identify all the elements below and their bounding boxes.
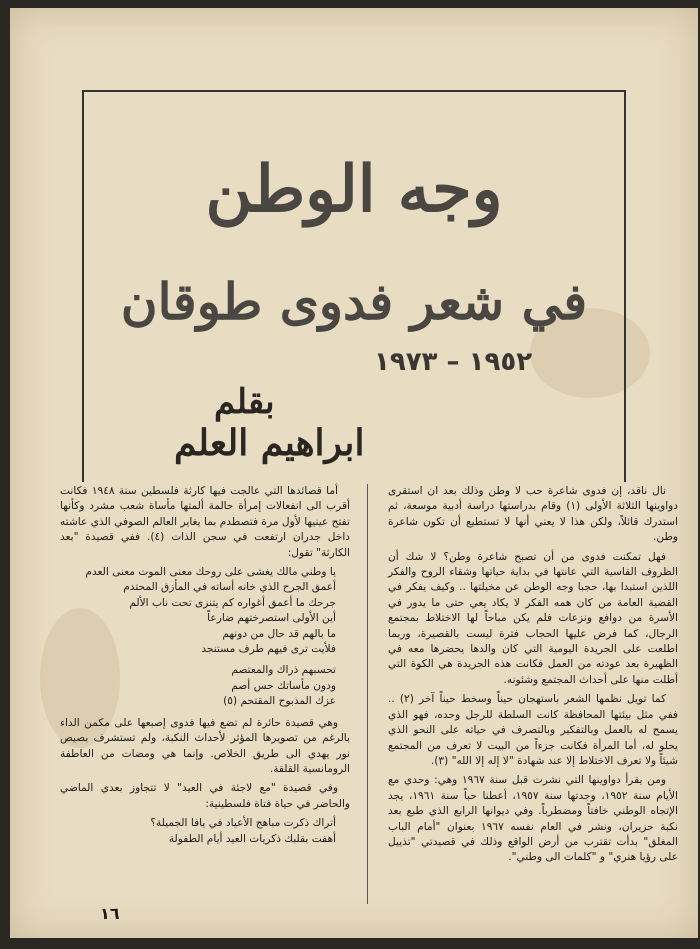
poem-line: جرحك ما أعمق أغواره كم يتنزى تحت ناب الألم <box>129 596 336 609</box>
poem-line: تحسبهم ذراك والمعتصم <box>231 664 336 677</box>
poem-line: أعمق الجرح الذي خانه أساته في المأزق المحتدم <box>123 581 336 594</box>
poem-line: عزك المذبوح المقتحم (٥) <box>223 695 336 708</box>
poem-line: أهفت بقلبك ذكريات العيد أيام الطفولة <box>168 832 336 845</box>
poem-line: يا وطني مالك يغشى على روحك معنى الموت معنى العدم <box>85 566 336 579</box>
paragraph: نال ناقد، إن فدوى شاعرة حب لا وطن وذلك بعد ان استقرى دواوينها الثلاثة الأولى (١) وقام بدراستها دراسة أدبية موسعة، ثم استدرك قائلاً، ولكن هذا لا يعني أنها لا تستطيع أن تكون شاعرة وطن. <box>388 485 678 544</box>
poem-stanza <box>60 816 350 847</box>
article-subtitle: في شعر فدوى طوقان <box>120 272 588 331</box>
poem-stanza <box>60 663 350 709</box>
poem-stanza <box>60 565 350 657</box>
title-frame <box>82 90 626 482</box>
magazine-page <box>10 8 698 938</box>
paragraph: وهي قصيدة حائرة لم تضع فيها فدوى إصبعها على مكمن الداء بالرغم من تصويرها المؤثر لأحداث النكبة، ولم تستشرف بصيص نور يهدي الى طريق الخلاص. وإنما هي ومضات من العاطفة الرومانسية القلقة. <box>60 716 350 775</box>
paragraph: فهل تمكنت فدوى من أن تصبح شاعرة وطن؟ لا شك أن الظروف القاسية التي عانتها في بداية حياتها وشقاء الروح والفكر اللذين استبدا بها، حجبا وجه الوطن عن مخيلتها .. وكيف يفكر في القضية العامة من كان همه الفكر لا يكاد يعي حتى ما يدور في الأسرة من دوافع ونزعات فلم يكن مباحاً لها الاختلاط بمجتمع الرجال، كما فرض عليها الحجاب فترة ليست بالقصيرة، وربما اطلعت على الجريدة اليومية التي كان والدها يحضرها معه في الظهيرة بعد عودته من العمل فكانت هذه الجريدة هي الكوة التي أطلت منها على أحداث المجتمع وشئونه. <box>388 550 678 686</box>
paragraph: ومن يقرأ دواوينها التي نشرت قبل سنة ١٩٦٧ وهي: وحدي مع الأيام سنة ١٩٥٢، وجدتها سنة ١٩٥٧، أعطنا حباً سنة ١٩٦١، يجد الإتجاه الوطني خافتاً ومضطرباً. وفي ديوانها الرابع الذي طبع بعد نكبة حزيران، ونشر في العام نفسه ١٩٦٧ بعنوان "أمام الباب المغلق" بدأت تقترب من أرض الواقع وذلك في قصيدتي "تذييل على رؤيا هنري" و "كلمات الى وطني". <box>388 774 678 864</box>
poem-line: أين الأولى استصرختهم ضارعاً <box>207 612 336 625</box>
poem-line: فلأيت ترى فيهم طرف مستنجد <box>201 643 336 656</box>
poem-line: ودون مأساتك حس أصم <box>231 679 336 692</box>
column-divider <box>367 484 368 904</box>
article-years: ١٩٥٢ – ١٩٧٣ <box>374 347 533 377</box>
page-number: ١٦ <box>100 904 120 923</box>
poem-line: أتراك ذكرت مباهج الأعياد في يافا الجميلة؟ <box>150 817 336 830</box>
paragraph: أما قصائدها التي عالجت فيها كارثة فلسطين سنة ١٩٤٨ فكانت أقرب الى انفعالات إمرأة حالمة ألمتها مأساة شعب مشرد وكأنها تفتح عينيها لأول مرة فتصطدم بما يغاير العالم الصوفي الذي عاشته داخل جدران ارتفعت في سجن الذات (٤). ففي قصيدة "بعد الكارثة" تقول: <box>60 485 350 559</box>
article-title: وجه الوطن <box>205 152 503 227</box>
poem-line: ما بالهم قد حال من دونهم <box>222 627 336 640</box>
paragraph: كما تويل نظمها الشعر باستهجان حيناً وسخط حيناً آخر (٢) .. ففي مثل بيئتها المحافظة كانت السلطة للرجل وحده، فهو الذي يسمح له بالعمل وبالتفكير وبالتصرف في حياته على النحو الذي يحلو له، أما المرأة فكانت جزءاً من البيت لا تعرف من المجتمع شيئاً ولا تعرف الاختلاط إلا عند شهادة "لا إله إلا الله" (٣). <box>388 693 678 767</box>
byline-label: بقلم <box>214 382 275 422</box>
author-name: ابراهيم العلم <box>174 422 365 464</box>
text-column-right <box>388 484 678 870</box>
text-column-left <box>60 484 350 853</box>
paragraph: وفي قصيدة "مع لاجئة في العيد" لا تتجاوز بعدي الماضي والحاضر في حياة فتاة فلسطينية: <box>60 782 350 810</box>
